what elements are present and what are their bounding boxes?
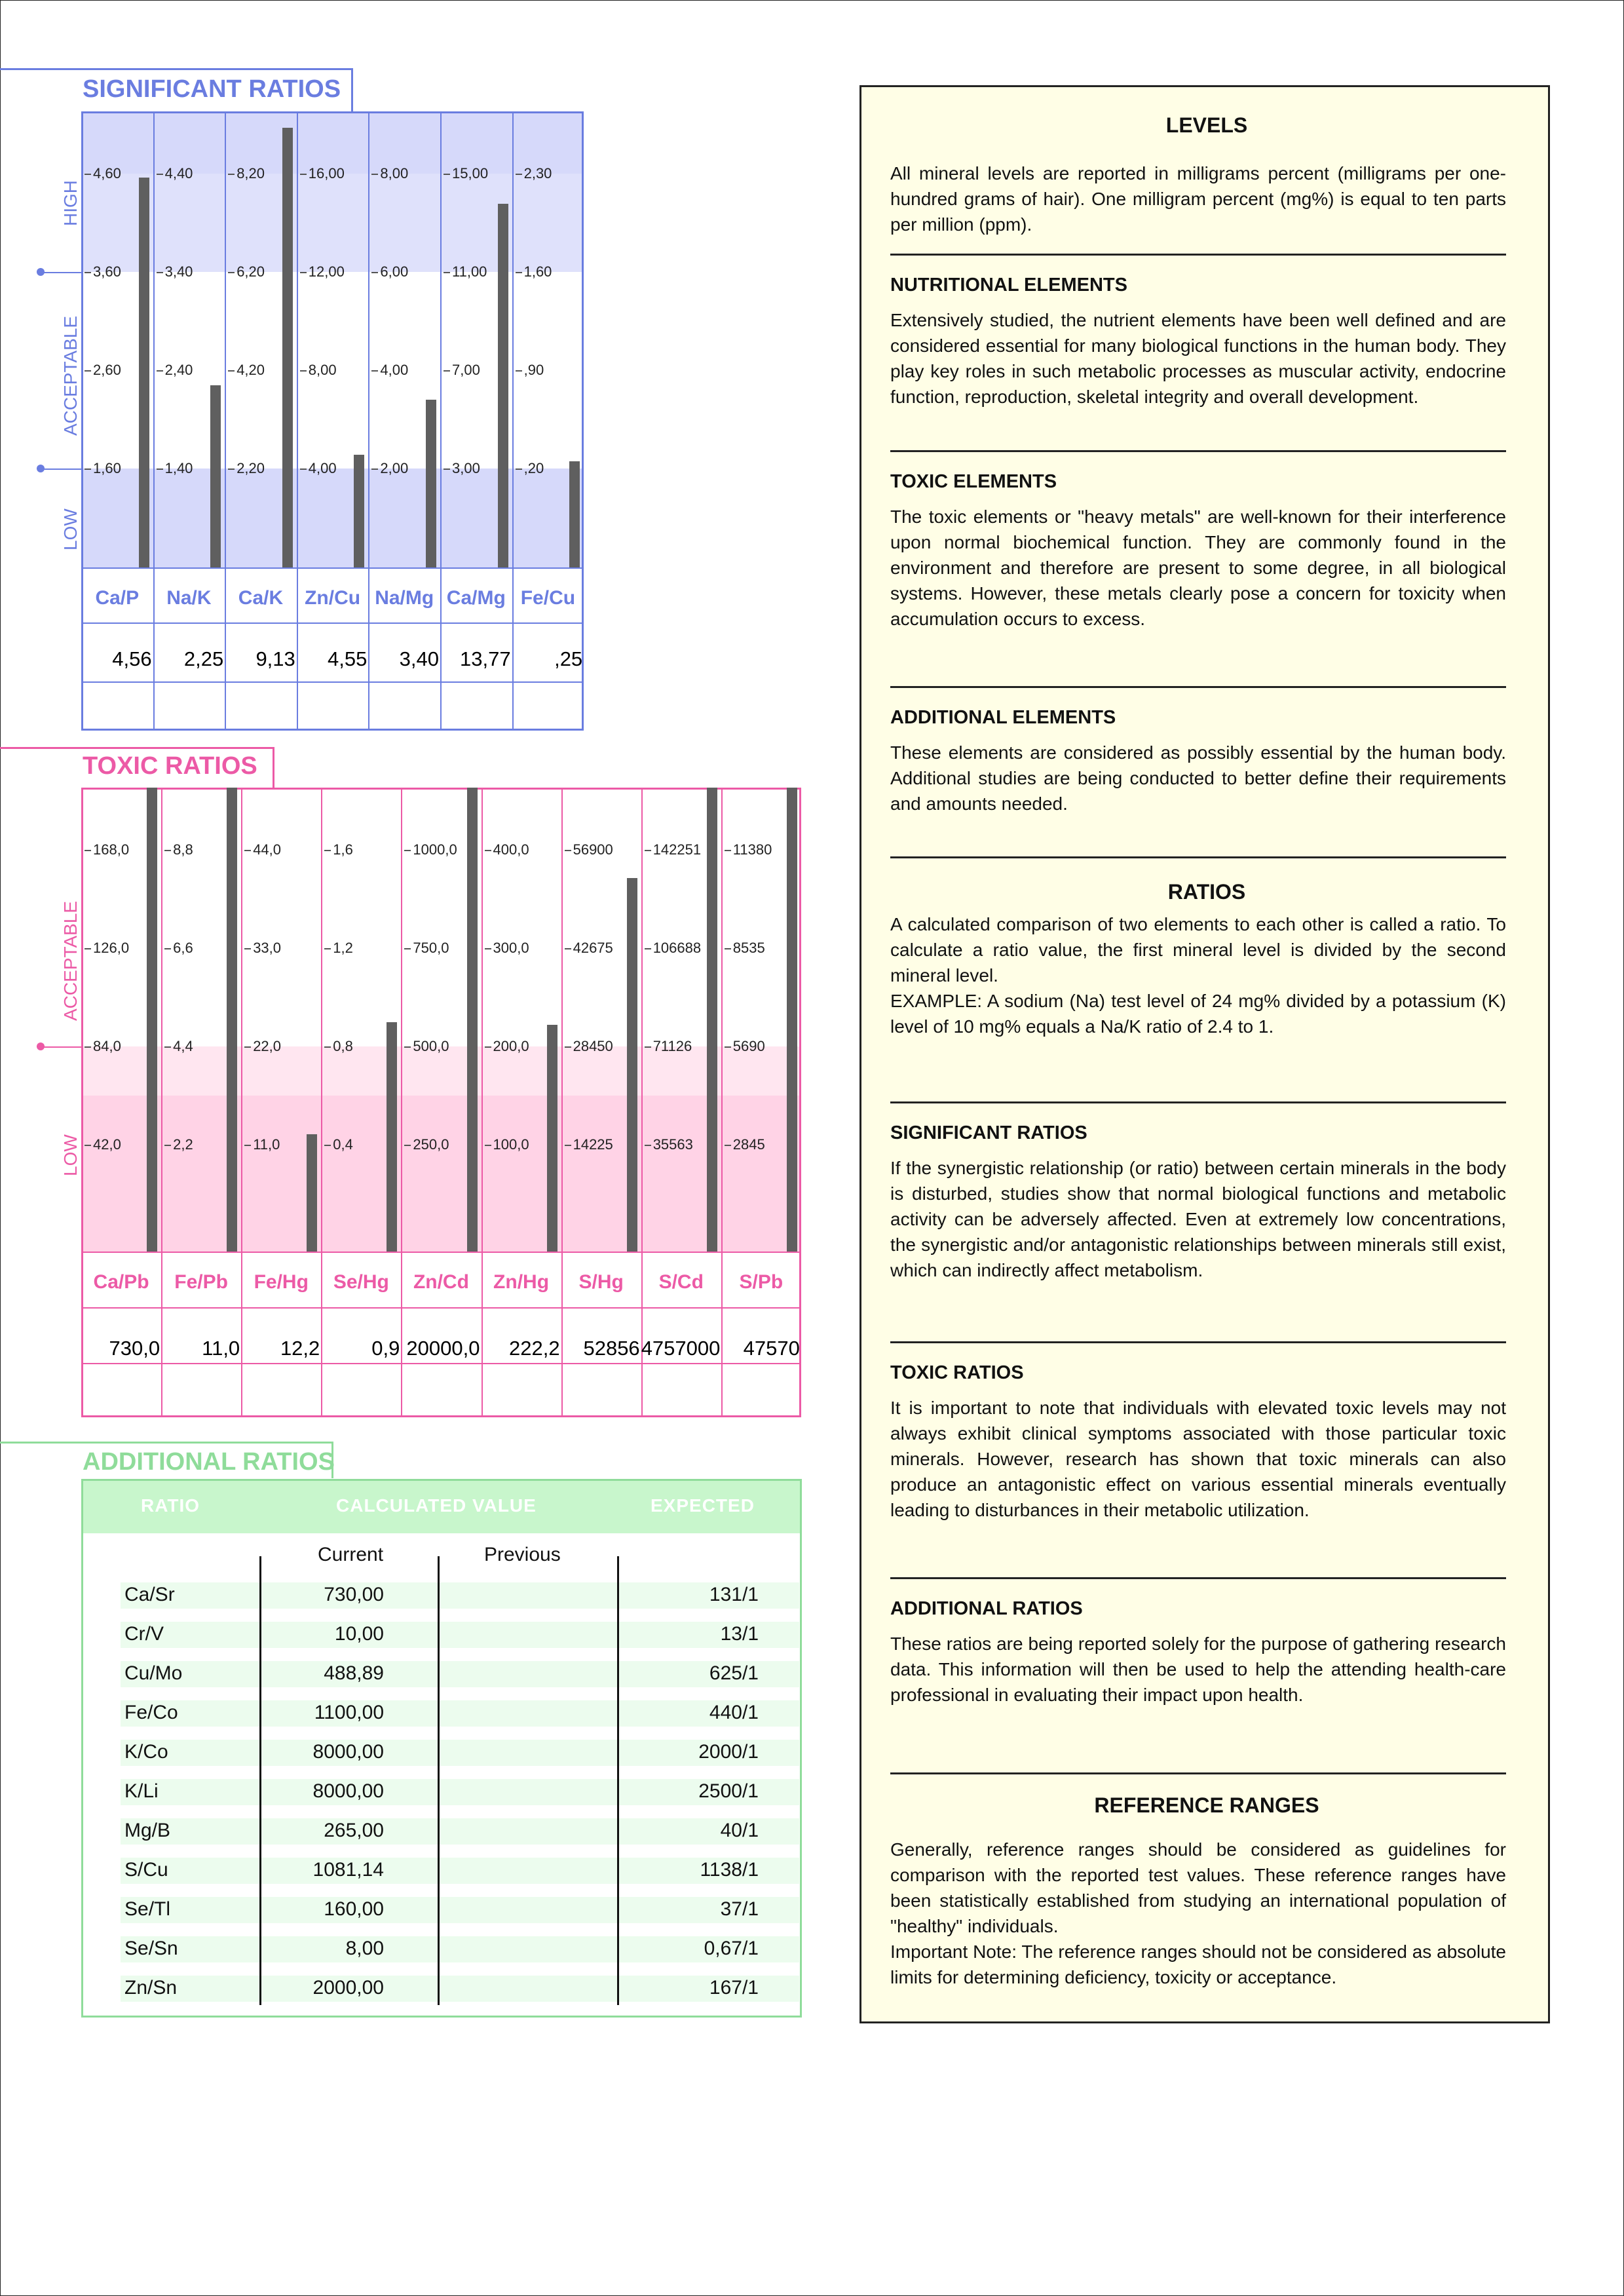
tick-label: 3,40 — [164, 263, 193, 280]
ratio-value: 0,9 — [371, 1337, 400, 1360]
tick-mark — [164, 1046, 171, 1048]
chart-column-divider — [641, 788, 643, 1417]
current-value: 8,00 — [345, 1938, 384, 1959]
tick-mark — [444, 174, 450, 175]
significant-ratios-heading: SIGNIFICANT RATIOS — [890, 1122, 1087, 1143]
current-value: 10,00 — [334, 1623, 384, 1645]
tick-label: 7,00 — [452, 362, 480, 378]
ratio-name: Fe/Co — [124, 1702, 178, 1723]
tick-mark — [404, 1046, 411, 1048]
tick-label: 0,4 — [333, 1136, 353, 1153]
additional-elements-heading: ADDITIONAL ELEMENTS — [890, 707, 1116, 728]
tick-label: 4,60 — [93, 165, 121, 182]
expected-value: 0,67/1 — [704, 1938, 759, 1959]
chart-column-divider — [721, 788, 723, 1417]
tick-label: 1000,0 — [413, 841, 457, 858]
tick-label: 2845 — [732, 1136, 765, 1153]
tick-mark — [157, 370, 163, 372]
ratio-label: Na/K — [166, 587, 212, 609]
ratio-label: Se/Hg — [333, 1271, 389, 1293]
nutritional-elements-text: Extensively studied, the nutrient elements have been well defined and are considered essential for many biological functions in the human body. They play key roles in such metabolic processes as muscular activity, endocrine function, reproduction, skeletal integrity and overall development. — [890, 310, 1506, 407]
ratio-bar — [307, 1134, 317, 1252]
ratio-bar — [467, 788, 478, 1252]
tick-mark — [725, 948, 731, 949]
tick-mark — [85, 174, 91, 175]
tick-label: 1,60 — [93, 460, 121, 476]
tick-mark — [516, 370, 522, 372]
ratio-label: Fe/Pb — [174, 1271, 228, 1293]
ratio-bar — [387, 1022, 397, 1252]
tick-mark — [645, 1145, 651, 1146]
tick-mark — [725, 1046, 731, 1048]
ratio-bar — [282, 128, 293, 567]
expected-value: 625/1 — [709, 1662, 759, 1684]
ratio-bar — [707, 788, 717, 1252]
ratio-bar — [147, 788, 157, 1252]
tick-mark — [485, 850, 491, 851]
tick-mark — [157, 272, 163, 273]
ratio-value: 3,40 — [399, 647, 439, 670]
tick-label: 11380 — [732, 841, 772, 858]
chart-column-divider — [297, 111, 298, 731]
ratio-bar — [498, 204, 508, 567]
tick-label: 2,40 — [164, 362, 193, 378]
ratio-value: 222,2 — [509, 1337, 560, 1360]
ratio-name: K/Li — [124, 1780, 159, 1802]
tick-label: 250,0 — [413, 1136, 449, 1153]
tick-mark — [725, 850, 731, 851]
zone-label-acceptable: ACCEPTABLE — [60, 900, 81, 1021]
tick-mark — [404, 850, 411, 851]
tick-mark — [244, 1145, 251, 1146]
tick-mark — [444, 370, 450, 372]
tick-mark — [444, 469, 450, 470]
tick-label: 106688 — [652, 940, 702, 956]
tick-label: 33,0 — [253, 940, 282, 956]
ratio-bar — [787, 788, 797, 1252]
chart-row-divider — [81, 622, 584, 624]
tick-mark — [300, 272, 307, 273]
tick-label: 16,00 — [308, 165, 345, 182]
tick-label: 71126 — [652, 1038, 692, 1054]
chart-row-divider — [81, 1363, 801, 1364]
tick-mark — [371, 370, 378, 372]
tick-mark — [565, 1046, 571, 1048]
ratio-bar — [627, 878, 637, 1252]
current-value: 2000,00 — [312, 1977, 384, 1999]
tick-label: 11,00 — [452, 263, 487, 280]
chart-column-divider — [241, 788, 242, 1417]
current-value: 160,00 — [324, 1898, 384, 1920]
ratio-value: ,25 — [554, 647, 583, 670]
tick-mark — [645, 1046, 651, 1048]
ratio-bar — [139, 178, 149, 567]
toxic-elements-text: The toxic elements or "heavy metals" are well-known for their interference upon normal biochemical function. They are commonly found in the environment and therefore are present to some degree, in all biological systems. However, these metals clearly pose a concern for toxicity when accumulation occurs to excess. — [890, 507, 1506, 629]
additional-ratios-title: ADDITIONAL RATIOS — [83, 1448, 335, 1476]
tick-label: 42675 — [573, 940, 613, 956]
tick-mark — [85, 272, 91, 273]
tick-label: 4,20 — [236, 362, 265, 378]
section-rule — [890, 856, 1506, 858]
reference-ranges-note: Important Note: The reference ranges should not be considered as absolute limits for determining deficiency, toxicity or acceptance. — [890, 1942, 1506, 1987]
table-column-divider — [259, 1556, 261, 2005]
tick-mark — [485, 1046, 491, 1048]
tick-mark — [324, 1145, 331, 1146]
tick-mark — [244, 948, 251, 949]
ratio-label: Na/Mg — [375, 587, 434, 609]
tick-mark — [228, 370, 235, 372]
zone-boundary-marker — [39, 1046, 81, 1048]
toxic-chart-frame — [81, 788, 801, 1417]
tick-label: 8535 — [732, 940, 765, 956]
current-value: 8000,00 — [312, 1741, 384, 1763]
expected-value: 167/1 — [709, 1977, 759, 1999]
ratio-value: 4,56 — [112, 647, 152, 670]
ratio-name: Ca/Sr — [124, 1584, 175, 1605]
ratio-name: Se/Tl — [124, 1898, 171, 1920]
tick-label: 15,00 — [452, 165, 489, 182]
additional-ratios-heading: ADDITIONAL RATIOS — [890, 1598, 1083, 1619]
tick-mark — [645, 850, 651, 851]
ratio-value: 4,55 — [328, 647, 368, 670]
section-rule — [890, 254, 1506, 256]
ratio-bar — [227, 788, 237, 1252]
tick-label: 3,00 — [452, 460, 480, 476]
toxic-title-tab-edge — [273, 747, 274, 788]
tick-label: 5690 — [732, 1038, 765, 1054]
ratio-value: 2,25 — [183, 647, 224, 670]
tick-mark — [164, 948, 171, 949]
zone-label-low: LOW — [60, 1134, 81, 1176]
tick-label: 6,00 — [380, 263, 409, 280]
tick-mark — [371, 272, 378, 273]
section-rule — [890, 1341, 1506, 1343]
tick-mark — [516, 174, 522, 175]
chart-column-divider — [561, 788, 563, 1417]
tick-label: 2,60 — [93, 362, 121, 378]
ratio-bar — [354, 455, 364, 567]
table-column-divider — [617, 1556, 619, 2005]
header-expected: EXPECTED — [651, 1495, 755, 1516]
tick-label: 42,0 — [93, 1136, 121, 1153]
ratio-label: Zn/Cd — [413, 1271, 469, 1293]
ratio-name: Cr/V — [124, 1623, 164, 1645]
section-rule — [890, 1101, 1506, 1103]
tick-mark — [85, 948, 91, 949]
additional-elements-text: These elements are considered as possibly essential by the human body. Additional studies are being conducted to better define their requirements and amounts needed. — [890, 742, 1506, 814]
tick-label: 2,20 — [236, 460, 265, 476]
tick-mark — [516, 469, 522, 470]
chart-column-divider — [161, 788, 162, 1417]
chart-row-divider — [81, 1252, 801, 1253]
chart-row-divider — [81, 567, 584, 569]
tick-mark — [85, 370, 91, 372]
tick-mark — [516, 272, 522, 273]
ratios-text: A calculated comparison of two elements to each other is called a ratio. To calculate a ratio value, the first mineral level is divided by the second mineral level. — [890, 914, 1506, 985]
zone-boundary-marker — [39, 469, 81, 470]
tick-mark — [228, 174, 235, 175]
ratio-value: 13,77 — [460, 647, 511, 670]
subheader-current: Current — [318, 1544, 384, 1565]
chart-column-divider — [225, 111, 226, 731]
significant-chart-frame — [81, 111, 584, 731]
tick-label: 8,8 — [173, 841, 193, 858]
tick-label: 84,0 — [93, 1038, 121, 1054]
tick-label: 1,60 — [523, 263, 552, 280]
additional-title-underline — [0, 1442, 333, 1444]
ratio-bar — [547, 1025, 557, 1252]
expected-value: 2500/1 — [698, 1780, 759, 1802]
levels-title: LEVELS — [1165, 113, 1248, 137]
ratio-value: 20000,0 — [406, 1337, 480, 1360]
zone-boundary-dot — [37, 268, 45, 276]
tick-label: ,20 — [523, 460, 544, 476]
tick-mark — [85, 469, 91, 470]
table-column-divider — [438, 1556, 440, 2005]
tick-mark — [404, 1145, 411, 1146]
ratio-value: 52856 — [583, 1337, 640, 1360]
significant-ratios-title: SIGNIFICANT RATIOS — [83, 75, 341, 103]
section-rule — [890, 1577, 1506, 1579]
section-rule — [890, 1772, 1506, 1774]
chart-column-divider — [482, 788, 483, 1417]
tick-label: 126,0 — [93, 940, 130, 956]
tick-label: 12,00 — [308, 263, 345, 280]
tick-mark — [404, 948, 411, 949]
tick-label: 4,00 — [380, 362, 409, 378]
tick-mark — [164, 1145, 171, 1146]
tick-mark — [485, 1145, 491, 1146]
tick-label: 4,4 — [173, 1038, 193, 1054]
ratio-name: K/Co — [124, 1741, 168, 1763]
ratios-title: RATIOS — [1167, 880, 1246, 904]
tick-mark — [565, 850, 571, 851]
chart-column-divider — [401, 788, 402, 1417]
tick-mark — [725, 1145, 731, 1146]
tick-mark — [300, 370, 307, 372]
tick-label: 56900 — [573, 841, 613, 858]
tick-mark — [228, 272, 235, 273]
tick-mark — [371, 469, 378, 470]
ratio-label: S/Hg — [578, 1271, 624, 1293]
expected-value: 1138/1 — [700, 1859, 759, 1881]
ratio-bar — [210, 385, 221, 568]
tick-mark — [228, 469, 235, 470]
reference-ranges-title: REFERENCE RANGES — [1094, 1793, 1319, 1817]
tick-mark — [324, 1046, 331, 1048]
current-value: 488,89 — [324, 1662, 384, 1684]
zone-boundary-dot — [37, 1043, 45, 1050]
tick-mark — [85, 850, 91, 851]
current-value: 730,00 — [324, 1584, 384, 1605]
tick-label: 14225 — [573, 1136, 613, 1153]
zone-boundary-dot — [37, 465, 45, 472]
toxic-ratios-text: It is important to note that individuals with elevated toxic levels may not always exhibit clinical symptoms associated with those particular toxic minerals. However, research has shown that toxic minerals can also produce an antagonistic effect on various essential minerals eventually leading to disturbances in their metabolic utilization. — [890, 1398, 1506, 1520]
expected-value: 13/1 — [720, 1623, 759, 1645]
tick-label: 6,6 — [173, 940, 193, 956]
ratio-label: Ca/K — [238, 587, 284, 609]
tick-label: 0,8 — [333, 1038, 353, 1054]
tick-label: 142251 — [652, 841, 702, 858]
zone-label-low: LOW — [60, 508, 81, 550]
tick-label: 2,2 — [173, 1136, 193, 1153]
chart-column-divider — [368, 111, 369, 731]
section-rule — [890, 686, 1506, 688]
expected-value: 440/1 — [709, 1702, 759, 1723]
significant-title-underline — [0, 68, 352, 70]
ratios-example-text: EXAMPLE: A sodium (Na) test level of 24 mg% divided by a potassium (K) level of 10 mg% equals a Na/K ratio of 2.4 to 1. — [890, 991, 1506, 1037]
expected-value: 2000/1 — [698, 1741, 759, 1763]
header-ratio: RATIO — [141, 1495, 200, 1516]
ratio-name: Zn/Sn — [124, 1977, 178, 1999]
ratio-value: 11,0 — [202, 1337, 240, 1360]
ratio-value: 730,0 — [109, 1337, 161, 1360]
tick-label: 4,00 — [308, 460, 337, 476]
tick-label: 8,00 — [380, 165, 409, 182]
ratio-name: Mg/B — [124, 1820, 171, 1841]
tick-mark — [157, 469, 163, 470]
tick-label: 22,0 — [253, 1038, 282, 1054]
zone-label-high: HIGH — [60, 180, 81, 226]
ratio-label: Fe/Cu — [520, 587, 576, 609]
tick-label: 168,0 — [93, 841, 130, 858]
ratio-label: S/Pb — [739, 1271, 784, 1293]
tick-label: 1,2 — [333, 940, 353, 956]
ratio-label: Ca/P — [95, 587, 140, 609]
tick-label: 400,0 — [493, 841, 529, 858]
header-calculated-value: CALCULATED VALUE — [336, 1495, 537, 1516]
current-value: 1100,00 — [314, 1702, 384, 1723]
ratio-label: Zn/Hg — [493, 1271, 550, 1293]
tick-label: 44,0 — [253, 841, 282, 858]
tick-label: 200,0 — [493, 1038, 529, 1054]
subheader-previous: Previous — [484, 1544, 561, 1565]
tick-label: 4,40 — [164, 165, 193, 182]
current-value: 265,00 — [324, 1820, 384, 1841]
tick-label: 11,0 — [253, 1136, 280, 1153]
current-value: 1081,14 — [312, 1859, 384, 1881]
tick-label: 100,0 — [493, 1136, 529, 1153]
expected-value: 131/1 — [709, 1584, 759, 1605]
tick-mark — [164, 850, 171, 851]
tick-label: 750,0 — [413, 940, 449, 956]
zone-label-acceptable: ACCEPTABLE — [60, 315, 81, 436]
significant-ratios-text: If the synergistic relationship (or ratio) between certain minerals in the body is disturbed, studies show that normal biological functions and metabolic activity can be adversely affected. Even at extremely low concentrations, the synergistic and/or antagonistic relationships between minerals still exist, which can indirectly affect metabolism. — [890, 1158, 1506, 1280]
tick-mark — [85, 1046, 91, 1048]
tick-mark — [324, 850, 331, 851]
tick-label: 500,0 — [413, 1038, 449, 1054]
toxic-ratios-title: TOXIC RATIOS — [83, 752, 257, 780]
tick-mark — [485, 948, 491, 949]
ratio-value: 4757000 — [641, 1337, 721, 1360]
tick-label: 300,0 — [493, 940, 529, 956]
levels-text: All mineral levels are reported in milligrams percent (milligrams per one-hundred grams of hair). One milligram percent (mg%) is equal to ten parts per million (ppm). — [890, 163, 1506, 235]
ratio-name: Cu/Mo — [124, 1662, 183, 1684]
tick-mark — [157, 174, 163, 175]
ratio-label: Ca/Pb — [93, 1271, 149, 1293]
ratio-bar — [569, 461, 580, 567]
tick-mark — [300, 469, 307, 470]
tick-label: 1,40 — [164, 460, 193, 476]
chart-row-divider — [81, 1307, 801, 1309]
toxic-title-underline — [0, 747, 274, 749]
chart-column-divider — [512, 111, 514, 731]
tick-label: 3,60 — [93, 263, 121, 280]
chart-column-divider — [153, 111, 155, 731]
ratio-value: 12,2 — [280, 1337, 320, 1360]
tick-mark — [324, 948, 331, 949]
ratio-label: Zn/Cu — [305, 587, 361, 609]
section-rule — [890, 450, 1506, 452]
chart-row-divider — [81, 681, 584, 683]
expected-value: 40/1 — [720, 1820, 759, 1841]
tick-mark — [565, 948, 571, 949]
additional-ratios-text: These ratios are being reported solely for the purpose of gathering research data. This information will then be used to help the attending health-care professional in evaluating their impact upon health. — [890, 1634, 1506, 1705]
ratio-label: Fe/Hg — [254, 1271, 309, 1293]
tick-label: 1,6 — [333, 841, 353, 858]
tick-label: 2,00 — [380, 460, 409, 476]
toxic-ratios-heading: TOXIC RATIOS — [890, 1362, 1024, 1383]
chart-column-divider — [440, 111, 442, 731]
tick-label: 8,00 — [308, 362, 337, 378]
ratio-value: 9,13 — [255, 647, 295, 670]
tick-mark — [371, 174, 378, 175]
tick-label: 2,30 — [523, 165, 552, 182]
tick-label: 8,20 — [236, 165, 265, 182]
zone-boundary-marker — [39, 272, 81, 273]
tick-mark — [565, 1145, 571, 1146]
information-panel — [859, 85, 1550, 2023]
toxic-elements-heading: TOXIC ELEMENTS — [890, 471, 1057, 492]
tick-mark — [444, 272, 450, 273]
ratio-value: 47570 — [743, 1337, 800, 1360]
tick-label: 6,20 — [236, 263, 265, 280]
nutritional-elements-heading: NUTRITIONAL ELEMENTS — [890, 275, 1127, 296]
tick-label: 35563 — [652, 1136, 693, 1153]
ratio-name: Se/Sn — [124, 1938, 178, 1959]
chart-column-divider — [321, 788, 322, 1417]
tick-mark — [244, 850, 251, 851]
ratio-label: Ca/Mg — [446, 587, 506, 609]
significant-title-tab-edge — [351, 68, 353, 111]
current-value: 8000,00 — [312, 1780, 384, 1802]
table-header-row — [83, 1481, 800, 1533]
expected-value: 37/1 — [720, 1898, 759, 1920]
tick-mark — [85, 1145, 91, 1146]
tick-mark — [300, 174, 307, 175]
tick-mark — [645, 948, 651, 949]
ratio-bar — [426, 400, 436, 567]
ratio-name: S/Cu — [124, 1859, 168, 1881]
tick-label: 28450 — [573, 1038, 613, 1054]
tick-mark — [244, 1046, 251, 1048]
tick-label: ,90 — [523, 362, 544, 378]
reference-ranges-text: Generally, reference ranges should be considered as guidelines for comparison with the reported test values. These reference ranges have been statistically established from studying an international population of "healthy" individuals. — [890, 1839, 1506, 1936]
ratio-label: S/Cd — [658, 1271, 704, 1293]
